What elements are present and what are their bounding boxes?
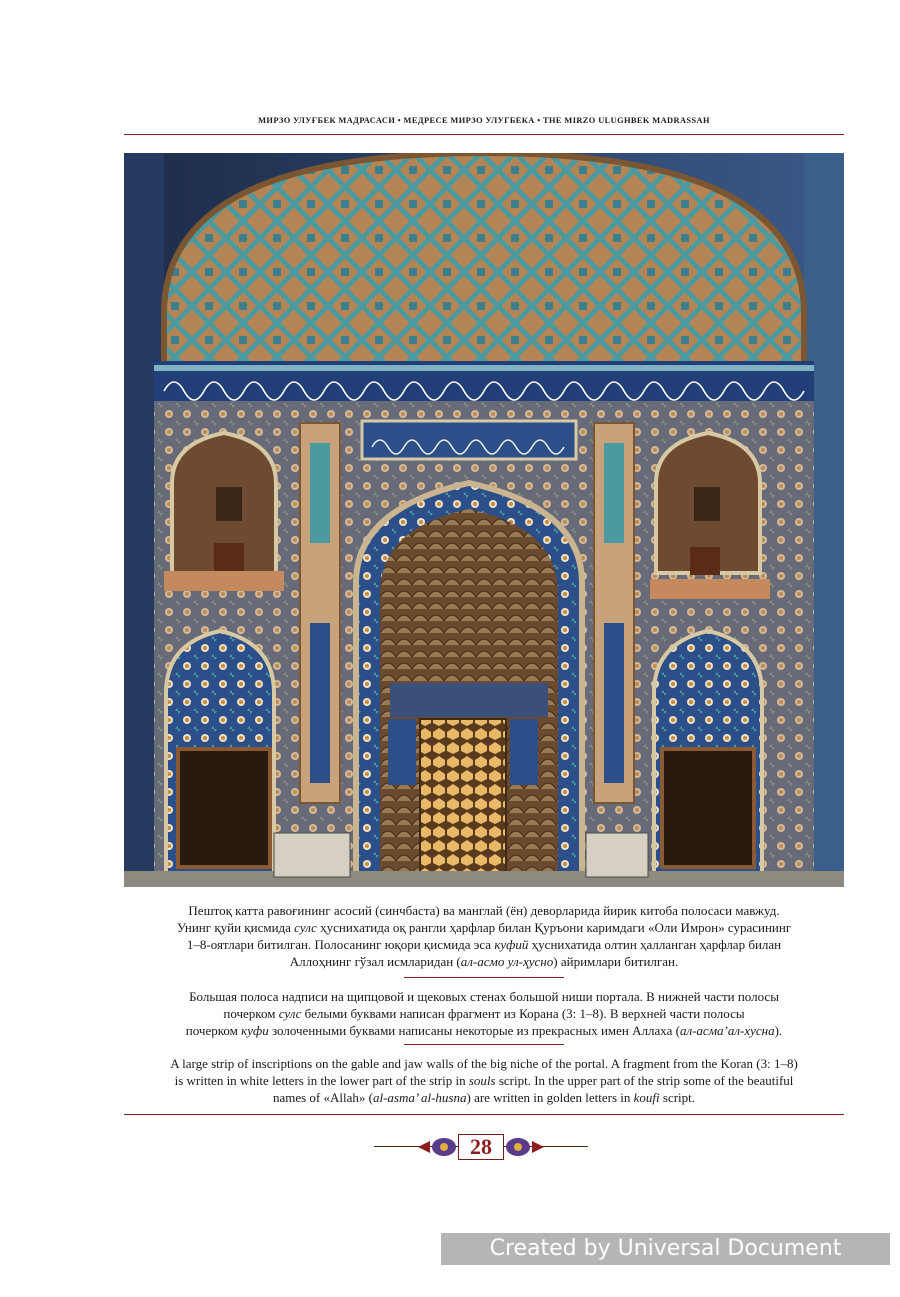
caption-ru-line: Большая полоса надписи на щипцовой и щековых стенах большой ниши портала. В нижней части полосы xyxy=(189,989,779,1004)
page-number: 28 xyxy=(458,1134,504,1160)
caption-uzbek xyxy=(124,902,844,970)
floral-ornament-left-icon xyxy=(414,1136,458,1158)
caption-divider xyxy=(404,1044,564,1045)
header-rule xyxy=(124,134,844,135)
caption-ru-line: почерком сулс белыми буквами написан фрагмент из Корана (3: 1–8). В верхней части полосы xyxy=(223,1006,745,1021)
madrasah-portal-photo xyxy=(124,153,844,887)
footer-rule xyxy=(124,1114,844,1115)
page-number-ornament xyxy=(374,1132,588,1162)
caption-uz-line: Унинг қуйи қисмида сулс ҳуснихатида оқ рангли ҳарфлар билан Қуръони каримдаги «Оли Имрон» сурасининг xyxy=(176,920,792,935)
caption-divider xyxy=(404,977,564,978)
caption-uz-line: Аллоҳнинг гўзал исмларидан (ал-асмо ул-ҳусно) айримлари битилган. xyxy=(289,954,679,969)
caption-en-line: is written in white letters in the lower part of the strip in souls script. In the upper part of the strip some of the beautiful xyxy=(174,1073,794,1088)
caption-uz-line: 1–8-оятлари битилган. Полосанинг юқори қисмида эса куфий ҳуснихатида олтин ҳалланган ҳарфлар билан xyxy=(186,937,782,952)
caption-ru-line: почерком куфи золоченными буквами написаны некоторые из прекрасных имен Аллаха (ал-асма’ал-хусна). xyxy=(185,1023,783,1038)
caption-russian xyxy=(124,988,844,1039)
converter-watermark: Created by Universal Document Converter xyxy=(441,1233,890,1265)
running-head: МИРЗО УЛУҒБЕК МАДРАСАСИ • МЕДРЕСЕ МИРЗО УЛУГБЕКА • THE MIRZO ULUGHBEK MADRASSAH xyxy=(258,116,710,125)
caption-en-line: names of «Allah» (al-asma’ al-husna) are written in golden letters in koufi script. xyxy=(272,1090,696,1105)
floral-ornament-right-icon xyxy=(504,1136,548,1158)
caption-en-line: A large strip of inscriptions on the gable and jaw walls of the big niche of the portal. A fragment from the Koran (3: 1–8) xyxy=(170,1056,798,1071)
caption-uz-line: Пештоқ катта равоғининг асосий (синчбаста) ва манглай (ён) деворларида йирик китоба полосаси мавжуд. xyxy=(188,903,780,918)
caption-english xyxy=(124,1055,844,1106)
